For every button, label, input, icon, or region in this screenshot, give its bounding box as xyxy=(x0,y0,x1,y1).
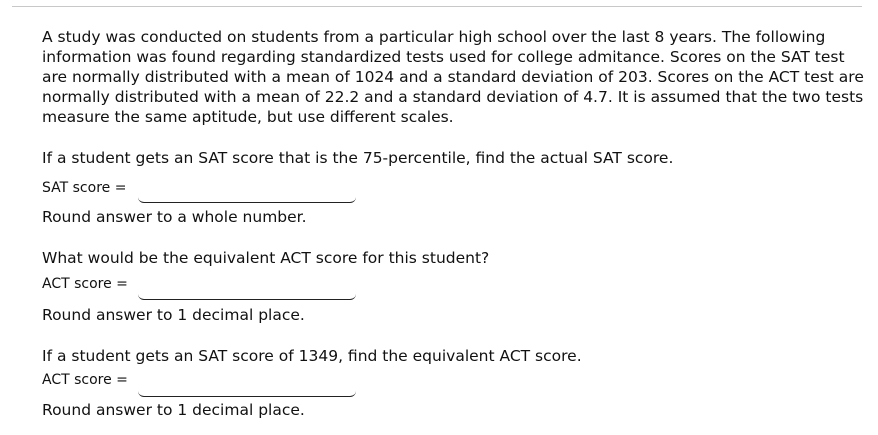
rounding-hint-3: Round answer to 1 decimal place. xyxy=(42,401,305,419)
act-score-input-1[interactable] xyxy=(138,278,356,300)
answer-label-3: ACT score = xyxy=(42,372,128,388)
question-1: If a student gets an SAT score that is the 75-percentile, find the actual SAT score. xyxy=(42,149,674,167)
question-3: If a student gets an SAT score of 1349, find the equivalent ACT score. xyxy=(42,347,582,365)
top-divider xyxy=(12,6,862,7)
rounding-hint-2: Round answer to 1 decimal place. xyxy=(42,306,305,324)
problem-intro: A study was conducted on students from a particular high school over the last 8 years. The following information was found regarding standardized tests used for college admitance. Scores on the SAT test are normally distributed with a mean of 1024 and a standard deviation of 203. Scores on the ACT test are normally distributed with a mean of 22.2 and a standard deviation of 4.7. It is assumed that the two tests measure the same aptitude, but use different scales. xyxy=(42,28,864,126)
sat-score-input[interactable] xyxy=(138,181,356,203)
act-score-input-2[interactable] xyxy=(138,375,356,397)
question-2: What would be the equivalent ACT score for this student? xyxy=(42,249,490,267)
answer-label-1: SAT score = xyxy=(42,180,127,196)
rounding-hint-1: Round answer to a whole number. xyxy=(42,208,307,226)
answer-label-2: ACT score = xyxy=(42,276,128,292)
